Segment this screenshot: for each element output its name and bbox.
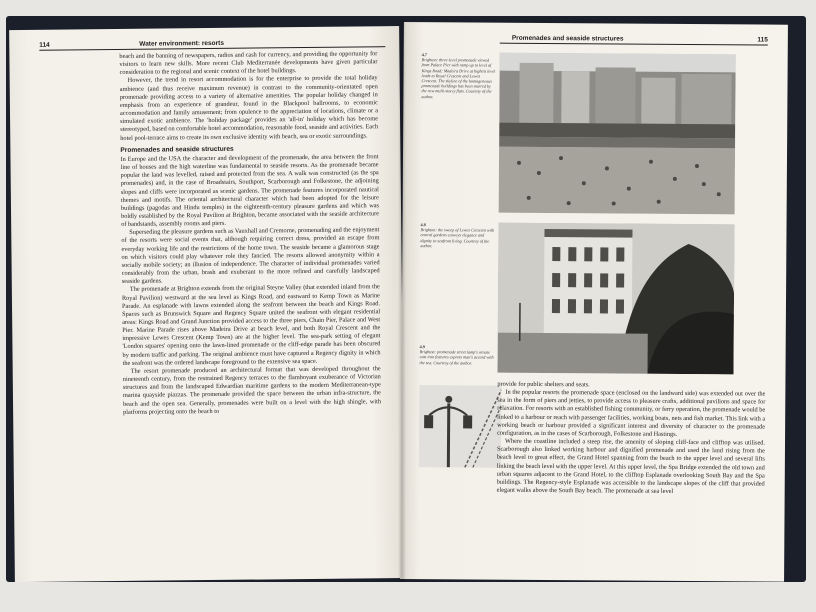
body-column [497,381,766,497]
running-head-title: Promenades and seaside structures [511,34,624,43]
figure-number: 4.9 [419,344,425,350]
figure-caption [420,344,494,365]
page-number: 114 [39,41,50,49]
left-page [9,26,405,582]
paragraph: beach and the banning of newspapers, radios and cash for currency, and providing the opportunity for visitors to learn new skills. More recent Club Mediterranée developments have given particular consideration to the regional and scenic context of the hotel buildings. [119,50,378,77]
caption-text: Brighton: promenade street lamp's ornate cast iron features express man's accord with the sea. Courtesy of the author. [419,349,494,366]
body-column [119,50,381,417]
paragraph: Where the coastline included a steep rise, the amenity of sloping cliff-face and clifftop was utilised. Scarborough also linked working harbour and dignified promenade and used the land rising from the beach level to great effect, the Grand Hotel spanning from the beach to the upper level and several lifts linking the beach level with the upper level. At this upper level, the Spa Bridge extended the old town and urban squares adjacent to the Grand Hotel, to the clifftop Esplanade overlooking South Bay and the Spa buildings. The Regency-style Esplanade was accessible to the landscape slopes of the cliff that provided elegant walks above the South Bay beach. The promenade at sea level [496,437,766,495]
running-header [500,31,768,46]
photo-lewes-crescent [497,223,734,375]
caption-text: Brighton: three-level promenade viewed from Palace Pier with ramp up to level of Kings Road; Madeira Drive at highest level leads to Royal Crescent and Lewes Crescent. The skyline of the homogeneous promenade buildings has been marred by the new multi-storey flats. Courtesy of the author. [421,57,496,99]
section-heading: Promenades and seaside structures [120,145,234,154]
right-page [400,22,788,582]
caption-text: Brighton: the sweep of Lewes Crescent with central gardens conveys elegance and dignity to seafront living. Courtesy of the author. [420,227,495,249]
paragraph: Superseding the pleasure gardens such as Vauxhall and Cremorne, promenading and the enjoyment of the resorts were social events that, although requiring correct dress, provided an escape from everyday working life and the restrictions of the home town. The seaside became a glamorous stage on which visitors could play whatever role they fancied. The resorts allowed anonymity within a socially mobile society; an illusion of independence. The character of individual promenades varied considerably from the urban, brash and exuberant to the more refined and carefully landscaped seaside gardens. [121,226,380,286]
paragraph: The resort promenade produced an architectural format that was developed throughout the nineteenth century, from the restrained Regency terraces to the flamboyant exuberance of Victorian structures and from the landscaped Edwardian maritime gardens to the modern Mediterranean-type marina quayside piazzas. The promenade provided the space between the urban infra-structure, the beach and the open sea. Generally, promenades were built on a level with the high shingle, with platforms projecting onto the beach to [122,365,382,416]
paragraph: In Europe and the USA the character and development of the promenade, the area between the front line of houses and the high waterline was fundamental to seaside resorts. As the promenade became popular the land was levelled, raised and protected from the sea. A walk was constructed (as the spa promenades) and, in the case of Broadstairs, Southport, Scarborough and Folkestone, the adjoining slopes and cliffs were incorporated as scenic gardens. The promenade features incorporated nautical themes and motifs. The oriental architectural character which had been adopted for the leisure buildings (pagodas and Hindu temples) in the eighteenth-century pleasure gardens and which was boldly established by the Royal Pavilion at Brighton, became associated with the seaside architecture of bandstands, assembly rooms and piers. [120,153,380,229]
paragraph: However, the trend in resort accommodation is for the enterprise to provide the total holiday ambience (and thus receive maximum revenue) in contrast to the community-orientated open promenade providing access to a variety of alternative amenities. The popular holiday changed in emphasis from an experience of grandeur, found in the Blackpool ballrooms, to economic accommodation and family amusement; from opulence to the appreciation of locations, climate or a simulated exotic ambience. The 'holiday package' provides an 'all-in' holiday which has become stereotyped, based on comfortable hotel accommodation, reasonable food, seaside and activities. Each hotel pool-terrace aims to create its own exclusive identity with beach, sea or exotic surroundings. [119,74,379,142]
paragraph: The promenade at Brighton extends from the original Steyne Valley (that extended inland from the Royal Pavilion) westward at the sea level as Kings Road, and eastward to Kemp Town as Marine Parade. An esplanade with lawns extended along the seafront between the beach and Kings Road. Spaces such as Brunswick Square and Regency Square united the seafront with elegant residential areas: Kings Road and Grand Junction provided access to the three piers, Chain Pier, Palace and West Pier. Marine Parade rises above Madeira Drive at beach level, and both Royal Crescent and the impressive Lewes Crescent (Kemp Town) are at the higher level. The sea-park setting of elegant 'London squares' opening onto the lawn-lined promenade or the cliff-edge parade has been obscured by modern traffic and parking. The original ambience must have captured a Regency dignity in which the seafront was the ordered landscape foreground to the extensive sea space. [121,283,381,367]
photo-street-lamp [419,385,502,468]
book-gutter [398,20,406,582]
figure-number: 4.7 [421,52,427,58]
photo-brighton-seafront [499,53,736,215]
paragraph: In the popular resorts the promenade space (enclosed on the landward side) was extended out over the sea in the form of piers and jetties, to provide access to pleasure crafts, additional pavilions and space for relaxation. For resorts with an established fishing community, or ferry operation, the promenade would be linked to a harbour or reach with passenger facilities, working boats, nets and fish market. This link with a working beach or harbour provided a significant interest and diversity of character to the promenade configuration, as in the cases of Scarborough, Folkestone and Hastings. [497,388,766,438]
running-head-title: Water environment: resorts [139,39,224,48]
paragraph: provide for public shelters and seats. [497,380,590,389]
figure-number: 4.8 [420,222,426,228]
page-number: 115 [757,36,768,44]
figure-caption [421,52,495,99]
running-header [39,34,385,51]
figure-caption [420,222,494,249]
